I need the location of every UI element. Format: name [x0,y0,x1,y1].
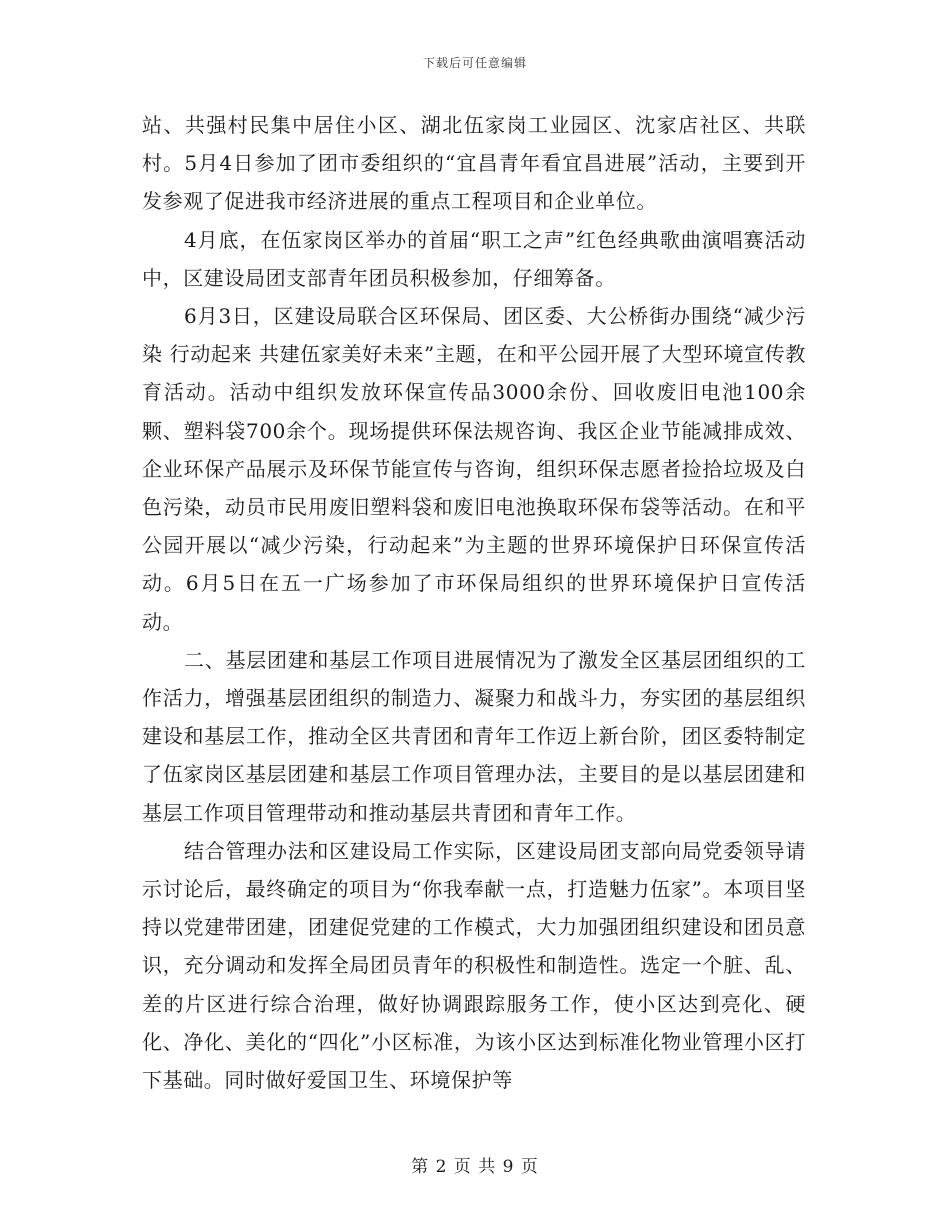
document-body [142,106,806,1099]
page-header: 下载后可任意编辑 [422,56,527,70]
paragraph-continuation: 站、共强村民集中居住小区、湖北伍家岗工业园区、沈家店社区、共联村。5月4日参加了团市委组织的“宜昌青年看宜昌进展”活动，主要到开发参观了促进我市经济进展的重点工程项目和企业单位。 [142,113,806,214]
page-number-footer: 第 2 页 共 9 页 [411,1157,539,1177]
paragraph-singing-contest: 4月底，在伍家岗区举办的首届“职工之声”红色经典歌曲演唱赛活动中，区建设局团支部青年团员积极参加，仔细筹备。 [142,227,806,290]
paragraph-environment-event: 6月3日，区建设局联合区环保局、团区委、大公桥街办围绕“减少污染 行动起来 共建伍家美好未来”主题，在和平公园开展了大型环境宣传教育活动。活动中组织发放环保宣传品3000余份、回收废旧电池100余颗、塑料袋700余个。现场提供环保法规咨询、我区企业节能减排成效、企业环保产品展示及环保节能宣传与咨询，组织环保志愿者捡拾垃圾及白色污染，动员市民用废旧塑料袋和废旧电池换取环保布袋等活动。在和平公园开展以“减少污染，行动起来”为主题的世界环境保护日环保宣传活动。6月5日在五一广场参加了市环保局组织的世界环境保护日宣传活动。 [142,304,806,634]
paragraph-grassroots-project: 二、基层团建和基层工作项目进展情况为了激发全区基层团组织的工作活力，增强基层团组织的制造力、凝聚力和战斗力，夯实团的基层组织建设和基层工作，推动全区共青团和青年工作迈上新台阶，团区委特制定了伍家岗区基层团建和基层工作项目管理办法，主要目的是以基层团建和基层工作项目管理带动和推动基层共青团和青年工作。 [142,647,806,825]
paragraph-project-detail: 结合管理办法和区建设局工作实际，区建设局团支部向局党委领导请示讨论后，最终确定的项目为“你我奉献一点，打造魅力伍家”。本项目坚持以党建带团建，团建促党建的工作模式，大力加强团组织建设和团员意识，充分调动和发挥全局团员青年的积极性和制造性。选定一个脏、乱、差的片区进行综合治理，做好协调跟踪服务工作，使小区达到亮化、硬化、净化、美化的“四化”小区标准，为该小区达到标准化物业管理小区打下基础。同时做好爱国卫生、环境保护等 [142,838,806,1093]
